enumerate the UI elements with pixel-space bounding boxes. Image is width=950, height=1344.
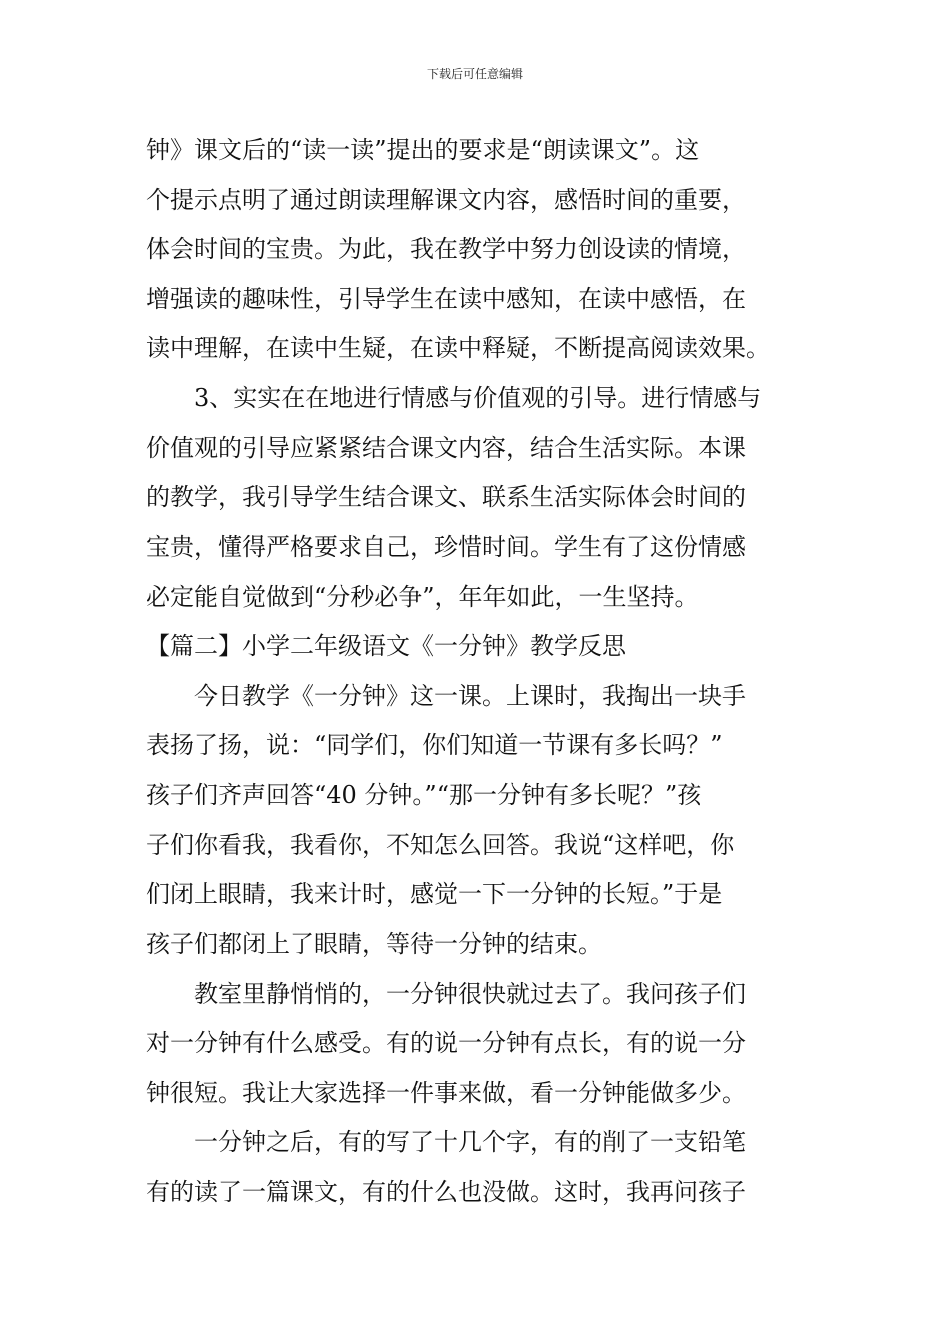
text-line: 子们你看我，我看你，不知怎么回答。我说“这样吧，你: [146, 831, 735, 859]
text-line: 钟》课文后的“读一读”提出的要求是“朗读课文”。这: [146, 136, 700, 164]
text-line: 的教学，我引导学生结合课文、联系生活实际体会时间的: [146, 483, 746, 511]
text-line: 孩子们齐声回答“40 分钟。”“那一分钟有多长呢？”孩: [146, 781, 702, 809]
text-line: 钟很短。我让大家选择一件事来做，看一分钟能做多少。: [146, 1079, 746, 1107]
text-line: 体会时间的宝贵。为此，我在教学中努力创设读的情境，: [146, 235, 746, 263]
text-line: 宝贵，懂得严格要求自己，珍惜时间。学生有了这份情感: [146, 533, 746, 561]
text-line: 孩子们都闭上了眼睛，等待一分钟的结束。: [146, 930, 602, 958]
text-line: 个提示点明了通过朗读理解课文内容，感悟时间的重要，: [146, 186, 746, 214]
text-line: 读中理解，在读中生疑，在读中释疑，不断提高阅读效果。: [146, 334, 770, 362]
section-heading: 【篇二】小学二年级语文《一分钟》教学反思: [146, 632, 626, 660]
text-line: 表扬了扬，说：“同学们，你们知道一节课有多长吗？”: [146, 731, 723, 759]
text-line: 有的读了一篇课文，有的什么也没做。这时，我再问孩子: [146, 1178, 746, 1206]
text-line: 今日教学《一分钟》这一课。上课时，我掏出一块手: [194, 682, 746, 710]
text-line: 一分钟之后，有的写了十几个字，有的削了一支铅笔: [194, 1128, 746, 1156]
page-header: 下载后可任意编辑: [426, 67, 523, 81]
text-line: 必定能自觉做到“分秒必争”，年年如此，一生坚持。: [146, 583, 699, 611]
text-line: 3、实实在在地进行情感与价值观的引导。进行情感与: [194, 384, 762, 412]
text-line: 对一分钟有什么感受。有的说一分钟有点长，有的说一分: [146, 1029, 746, 1057]
text-line: 们闭上眼睛，我来计时，感觉一下一分钟的长短。”于是: [146, 880, 723, 908]
text-line: 价值观的引导应紧紧结合课文内容，结合生活实际。本课: [146, 434, 746, 462]
text-line: 增强读的趣味性，引导学生在读中感知，在读中感悟，在: [146, 285, 746, 313]
text-line: 教室里静悄悄的，一分钟很快就过去了。我问孩子们: [194, 980, 746, 1008]
